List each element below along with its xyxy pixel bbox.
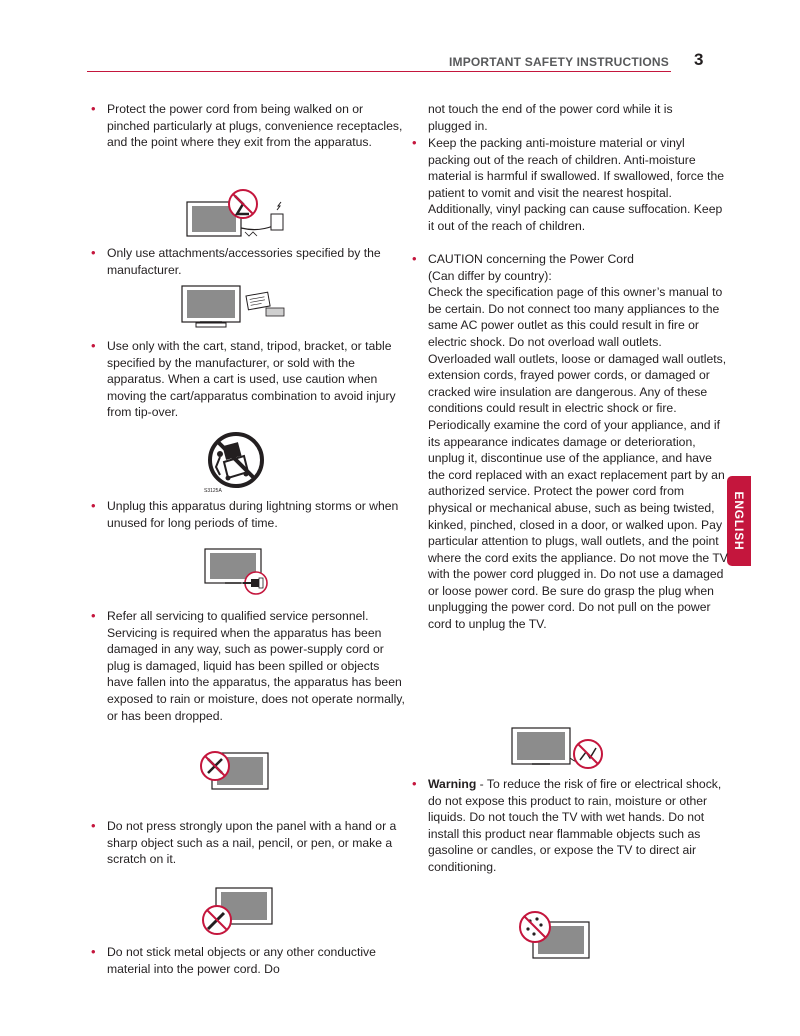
page-number: 3 bbox=[694, 50, 704, 69]
moisture-warning-illustration bbox=[517, 910, 593, 962]
cart-tip-over-illustration bbox=[198, 430, 272, 494]
caution-subheading: (Can differ by country): bbox=[428, 268, 552, 283]
packing-material-item: • Keep the packing anti-moisture material or vinyl packing out of the reach of children. Anti-moisture material is harmful if swallowed. If swallowed, force the patient to vomit and visit the nearest hospital. Additionally, vinyl packing can cause suffocation. Keep it out of the reach of children. bbox=[408, 135, 728, 235]
header-rule bbox=[87, 71, 671, 72]
servicing-item: • Refer all servicing to qualified service personnel. Servicing is required when the apparatus has been damaged in any way, such as power-supply cord or plug is damaged, liquid has been spilled or objects have fallen into the apparatus, the apparatus has been exposed to rain or moisture, does not operate normally, or has been dropped. bbox=[87, 608, 407, 724]
power-cord-move-illustration bbox=[510, 726, 606, 774]
unplug-illustration bbox=[203, 547, 273, 597]
warning-item bbox=[408, 776, 728, 876]
panel-press-item: • Do not press strongly upon the panel with a hand or a sharp object such as a nail, pencil, or pen, or make a scratch on it. bbox=[87, 818, 407, 868]
power-cord-protection-item: • Protect the power cord from being walked on or pinched particularly at plugs, convenience receptacles, and the point where they exit from the apparatus. bbox=[87, 101, 407, 151]
cart-stand-item: • Use only with the cart, stand, tripod, bracket, or table specified by the manufacturer, or sold with the apparatus. When a cart is used, use caution when moving the cart/apparatus combination to avoid injury from tip-over. bbox=[87, 338, 407, 421]
language-tab bbox=[727, 476, 751, 566]
caution-power-cord-item bbox=[408, 251, 728, 633]
caution-heading: • CAUTION concerning the Power Cord bbox=[428, 252, 634, 266]
accessories-illustration bbox=[180, 284, 300, 330]
cart-figure-code: S3125A bbox=[204, 488, 222, 494]
running-header: IMPORTANT SAFETY INSTRUCTIONS bbox=[448, 55, 669, 69]
panel-scratch-illustration bbox=[198, 885, 274, 937]
caution-body: Check the specification page of this owner’s manual to be certain. Do not connect too many appliances to the same AC power outlet as this could result in fire or electric shock. Do not overload wall outlets. Overloaded wall outlets, loose or damaged wall outlets, extension cords, frayed power cords, or damaged or cracked wire insulation are dangerous. Any of these conditions could result in electric shock or fire. Periodically examine the cord of your appliance, and if its appearance indicates damage or deterioration, unplug it, discontinue use of the appliance, and have the cord replaced with an exact replacement part by an authorized service. Protect the power cord from physical or mechanical abuse, such as being twisted, kinked, pinched, closed in a door, or walked upon. Pay particular attention to plugs, wall outlets, and the point where the cord exits the appliance. Do not move the TV with the power cord plugged in. Do not use a damaged or loose power cord. Be sure do grasp the plug when unplugging the power cord. Do not pull on the power cord to unplug the TV. bbox=[428, 285, 728, 632]
warning-text: - To reduce the risk of fire or electrical shock, do not expose this product to rain, moisture or other liquids. Do not touch the TV with wet hands. Do not install this product near flammable objects such as gasoline or candles, or expose the TV to direct air conditioning. bbox=[428, 777, 722, 874]
power-cord-continuation: not touch the end of the power cord while it is plugged in. bbox=[428, 102, 673, 133]
warning-label: Warning bbox=[428, 777, 477, 791]
power-cord-walking-illustration bbox=[183, 188, 303, 240]
metal-objects-item: • Do not stick metal objects or any other conductive material into the power cord. Do bbox=[87, 944, 407, 977]
servicing-illustration bbox=[198, 749, 270, 799]
attachments-item: • Only use attachments/accessories specified by the manufacturer. bbox=[87, 245, 407, 278]
unplug-lightning-item: • Unplug this apparatus during lightning storms or when unused for long periods of time. bbox=[87, 498, 407, 531]
language-tab-label: ENGLISH bbox=[732, 491, 746, 551]
